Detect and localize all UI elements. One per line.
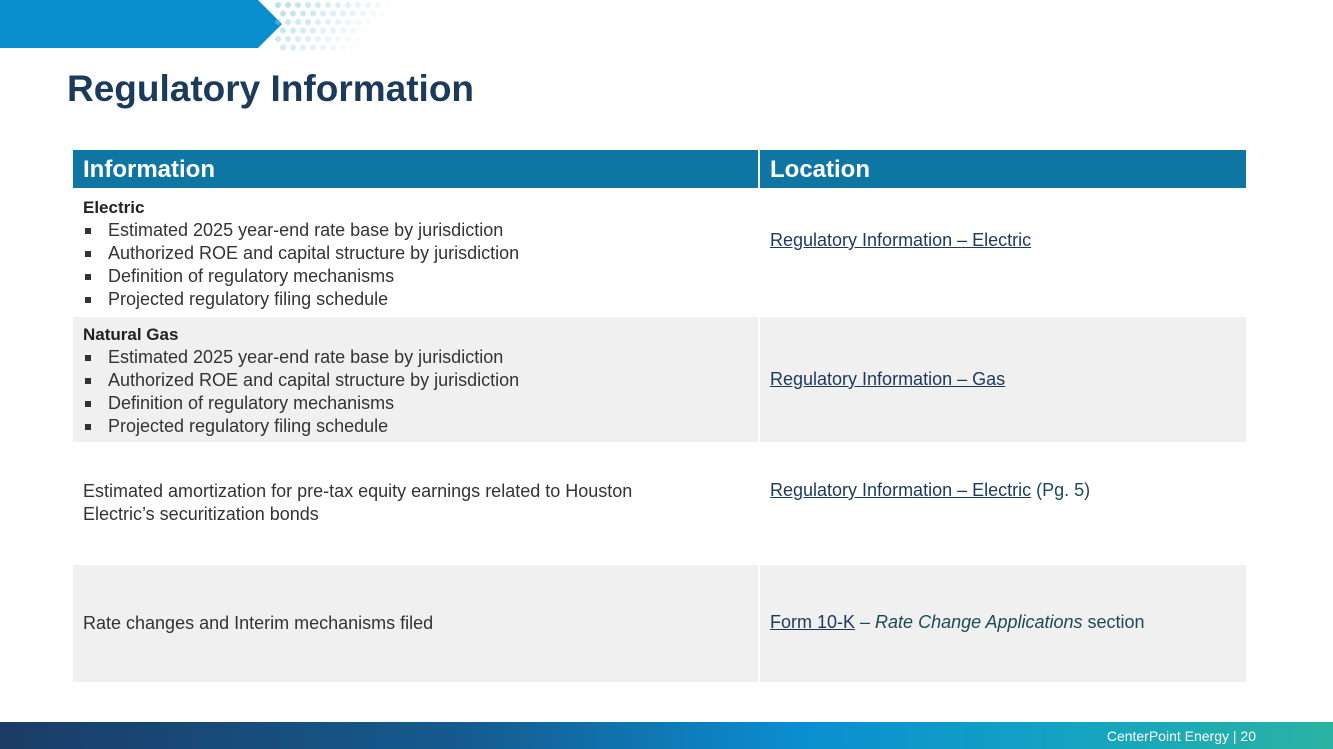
- bullet-square-icon: [85, 297, 91, 303]
- bullet-square-icon: [85, 378, 91, 384]
- bullet-square-icon: [85, 274, 91, 280]
- decorative-dot: [345, 2, 351, 8]
- info-cell: [73, 188, 758, 315]
- info-text-line: Estimated amortization for pre-tax equity earnings related to Houston: [83, 481, 633, 501]
- decorative-dot: [300, 11, 306, 17]
- link-form-10k[interactable]: Form 10-K: [770, 612, 856, 632]
- decorative-dot: [355, 2, 361, 8]
- footer-text: CenterPoint Energy | 20: [1106, 728, 1256, 744]
- decorative-dot: [325, 36, 331, 42]
- decorative-dot: [345, 19, 351, 25]
- decorative-dot: [320, 11, 326, 17]
- decorative-dot: [275, 2, 281, 8]
- decorative-dot: [335, 19, 341, 25]
- location-cell: [760, 444, 1246, 563]
- decorative-dot: [340, 11, 346, 17]
- decorative-dot: [275, 19, 281, 25]
- list-item: Estimated 2025 year-end rate base by jurisdiction: [83, 219, 758, 242]
- bullet-square-icon: [85, 251, 91, 257]
- decorative-dot: [355, 19, 361, 25]
- decorative-dot: [280, 28, 286, 34]
- decorative-dot: [315, 2, 321, 8]
- decorative-dot: [385, 2, 391, 8]
- section-suffix: section: [1082, 612, 1145, 632]
- decorative-dot: [280, 11, 286, 17]
- list-item: Authorized ROE and capital structure by jurisdiction: [83, 369, 758, 392]
- list-item: Authorized ROE and capital structure by jurisdiction: [83, 242, 758, 265]
- decorative-dot: [290, 28, 296, 34]
- link-regulatory-electric[interactable]: Regulatory Information – Electric: [770, 230, 1032, 250]
- decorative-dot: [310, 28, 316, 34]
- decorative-dot: [315, 36, 321, 42]
- decorative-dot: [350, 11, 356, 17]
- decorative-dot: [280, 45, 286, 51]
- decorative-dot: [365, 2, 371, 8]
- page-reference: (Pg. 5): [1031, 480, 1091, 500]
- decorative-dot: [305, 36, 311, 42]
- list-item: Estimated 2025 year-end rate base by jurisdiction: [83, 346, 758, 369]
- decorative-dot: [355, 36, 361, 42]
- table-row: [73, 444, 1246, 563]
- list-item: Definition of regulatory mechanisms: [83, 392, 758, 415]
- top-banner-shape: [0, 0, 282, 48]
- table-header-row: [73, 150, 1246, 188]
- bullet-list: [83, 346, 758, 438]
- decorative-dot: [315, 19, 321, 25]
- dash-separator: –: [855, 612, 876, 632]
- decorative-dot: [290, 11, 296, 17]
- decorative-dot: [320, 28, 326, 34]
- decorative-dot: [325, 2, 331, 8]
- decorative-dot: [340, 45, 346, 51]
- decorative-dot: [295, 19, 301, 25]
- decorative-dot: [350, 28, 356, 34]
- decorative-dot: [320, 45, 326, 51]
- decorative-dot: [330, 28, 336, 34]
- decorative-dot: [295, 2, 301, 8]
- decorative-dot: [310, 45, 316, 51]
- decorative-dot: [340, 28, 346, 34]
- link-regulatory-gas[interactable]: Regulatory Information – Gas: [770, 369, 1006, 389]
- decorative-dot: [310, 11, 316, 17]
- info-text: Rate changes and Interim mechanisms filed: [83, 613, 434, 633]
- decorative-dot: [330, 11, 336, 17]
- section-name: Rate Change Applications: [875, 612, 1083, 632]
- decorative-dot: [360, 11, 366, 17]
- decorative-dot: [275, 36, 281, 42]
- decorative-dot: [360, 28, 366, 34]
- info-text-line: Electric’s securitization bonds: [83, 504, 319, 524]
- info-cell: [73, 444, 758, 563]
- location-cell: [760, 317, 1246, 442]
- bullet-square-icon: [85, 401, 91, 407]
- decorative-dot: [350, 45, 356, 51]
- info-cell: [73, 565, 758, 682]
- decorative-dot: [290, 45, 296, 51]
- decorative-dot: [285, 2, 291, 8]
- header-information: Information: [73, 150, 758, 188]
- group-title-natural-gas: Natural Gas: [83, 325, 179, 344]
- decorative-dot: [325, 19, 331, 25]
- decorative-dot: [345, 36, 351, 42]
- table-row: [73, 188, 1246, 315]
- table-row: [73, 317, 1246, 442]
- decorative-dot: [335, 2, 341, 8]
- decorative-dot: [295, 36, 301, 42]
- bullet-square-icon: [85, 355, 91, 361]
- decorative-dot: [300, 45, 306, 51]
- page-title: Regulatory Information: [67, 68, 475, 109]
- decorative-dot: [335, 36, 341, 42]
- decorative-dot: [285, 19, 291, 25]
- group-title-electric: Electric: [83, 198, 145, 217]
- decorative-dot: [375, 2, 381, 8]
- bullet-square-icon: [85, 424, 91, 430]
- decorative-dot: [285, 36, 291, 42]
- regulatory-table: [73, 150, 1246, 682]
- header-location: Location: [760, 150, 1246, 188]
- bullet-list: [83, 219, 758, 311]
- list-item: Projected regulatory filing schedule: [83, 415, 758, 438]
- location-cell: [760, 565, 1246, 682]
- decorative-dot: [365, 19, 371, 25]
- list-item: Projected regulatory filing schedule: [83, 288, 758, 311]
- decorative-dot: [305, 2, 311, 8]
- decorative-dot: [370, 11, 376, 17]
- decorative-dot: [300, 28, 306, 34]
- link-regulatory-electric-pg5[interactable]: Regulatory Information – Electric: [770, 480, 1032, 500]
- decorative-dots: [272, 0, 402, 52]
- decorative-dot: [330, 45, 336, 51]
- table-row: [73, 565, 1246, 682]
- decorative-dot: [305, 19, 311, 25]
- location-cell: [760, 188, 1246, 315]
- decorative-dot: [380, 11, 386, 17]
- bullet-square-icon: [85, 228, 91, 234]
- info-cell: [73, 317, 758, 442]
- list-item: Definition of regulatory mechanisms: [83, 265, 758, 288]
